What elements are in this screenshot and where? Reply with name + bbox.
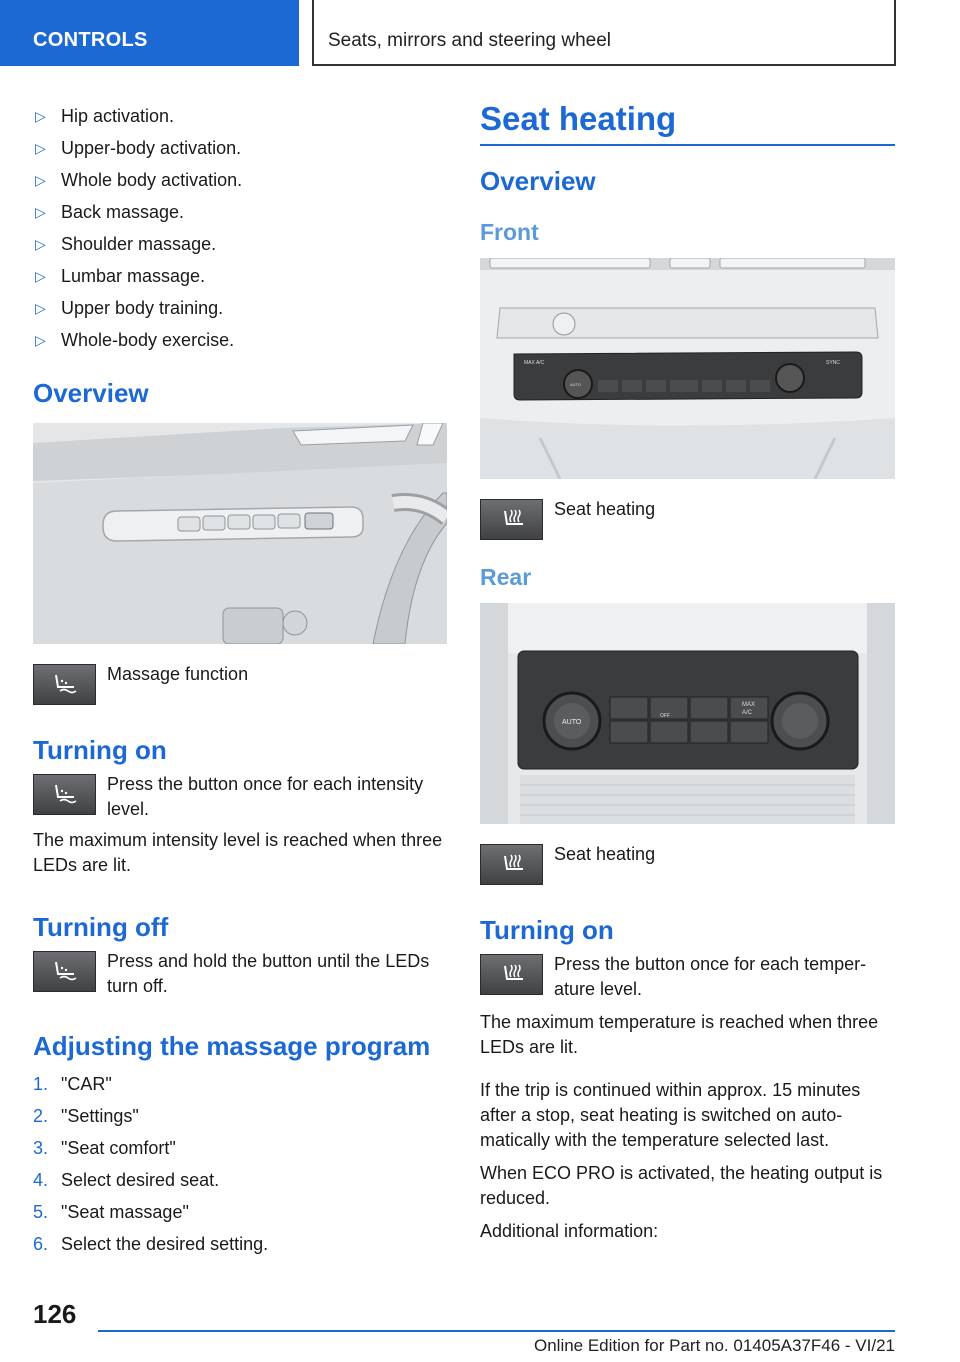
seat-heating-icon [480,499,543,540]
list-item: 6. Select the desired setting. [33,1234,269,1254]
heating-turning-on-instruction: Press the button once for each temper‐ ature level. [554,954,867,999]
door-panel-image [33,423,447,644]
front-icon-caption: Seat heating [554,499,656,519]
turning-off-instruction: Press and hold the button until the LEDs turn off. [107,951,430,996]
front-auto-label: AUTO [570,382,582,387]
triangle-bullet-icon: ▷ [35,332,46,348]
turning-on-heading: Turning on [480,915,614,945]
massage-function-icon [33,664,96,705]
rear-max-label: MAX [742,702,756,708]
overview-heading: Overview [33,378,149,408]
massage-icon-caption: Massage function [107,664,249,684]
footer-rule [98,1330,895,1332]
intensity-note: The maximum intensity level is reached when three LEDs are lit. [33,830,443,875]
turning-off-icon-row [33,949,447,999]
massage-button-icon [33,774,96,815]
seat-heating-title: Seat heating [480,100,895,146]
section-tab: CONTROLS [0,0,299,66]
adjust-steps-list [33,1068,447,1260]
rear-heading: Rear [480,564,532,590]
rear-off-label: OFF [660,713,670,719]
front-maxac-label: MAX A/C [524,360,545,366]
chapter-title: Seats, mirrors and steering wheel [312,0,896,66]
front-climate-panel-image [480,258,895,479]
list-item: ▷ Upper-body activation. [33,132,447,164]
turning-on-icon-row [33,772,447,822]
list-item: ▷ Whole-body exercise. [33,324,447,356]
triangle-bullet-icon: ▷ [35,172,46,188]
turning-on-heading: Turning on [33,735,167,765]
turning-on-instruction: Press the button once for each intensity level. [107,774,424,819]
list-item: ▷ Upper body training. [33,292,447,324]
seat-heating-icon [480,954,543,995]
front-sync-label: SYNC [826,360,840,366]
right-column [480,100,895,1244]
list-item: 3. "Seat comfort" [33,1138,176,1158]
triangle-bullet-icon: ▷ [35,268,46,284]
front-icon-row [480,497,895,540]
massage-button-icon [33,951,96,992]
rear-icon-row [480,842,895,885]
triangle-bullet-icon: ▷ [35,204,46,220]
triangle-bullet-icon: ▷ [35,108,46,124]
rear-climate-panel-image [480,603,895,824]
triangle-bullet-icon: ▷ [35,236,46,252]
trip-continued-note: If the trip is continued within approx. 15 minutes after a stop, seat heating is switched on auto‐ matically with the temperature selected last. [480,1080,861,1150]
front-heading: Front [480,219,539,245]
eco-pro-note: When ECO PRO is activated, the heating output is reduced. [480,1163,883,1208]
page-header [0,0,960,66]
activation-list [33,100,447,356]
triangle-bullet-icon: ▷ [35,300,46,316]
list-item: 4. Select desired seat. [33,1170,220,1190]
additional-info-label: Additional information: [480,1221,659,1241]
rear-ac-label: A/C [742,710,753,716]
left-column [33,100,447,1260]
list-item: 2. "Settings" [33,1106,139,1126]
list-item: ▷ Hip activation. [33,100,447,132]
page-number: 126 [33,1299,77,1329]
overview-heading: Overview [480,166,596,196]
rear-icon-caption: Seat heating [554,844,656,864]
turning-off-heading: Turning off [33,912,169,942]
rear-auto-label: AUTO [562,719,582,726]
edition-footer: Online Edition for Part no. 01405A37F46 - VI/21 [533,1336,895,1355]
list-item: 1. "CAR" [33,1074,112,1094]
list-item: ▷ Back massage. [33,196,447,228]
adjust-program-heading: Adjusting the massage program [33,1031,431,1061]
triangle-bullet-icon: ▷ [35,140,46,156]
list-item: ▷ Shoulder massage. [33,228,447,260]
list-item: ▷ Lumbar massage. [33,260,447,292]
list-item: 5. "Seat massage" [33,1202,189,1222]
seat-heating-icon [480,844,543,885]
massage-icon-row [33,662,447,705]
heating-turning-on-icon-row [480,952,895,1002]
list-item: ▷ Whole body activation. [33,164,447,196]
temperature-note: The maximum temperature is reached when three LEDs are lit. [480,1012,879,1057]
